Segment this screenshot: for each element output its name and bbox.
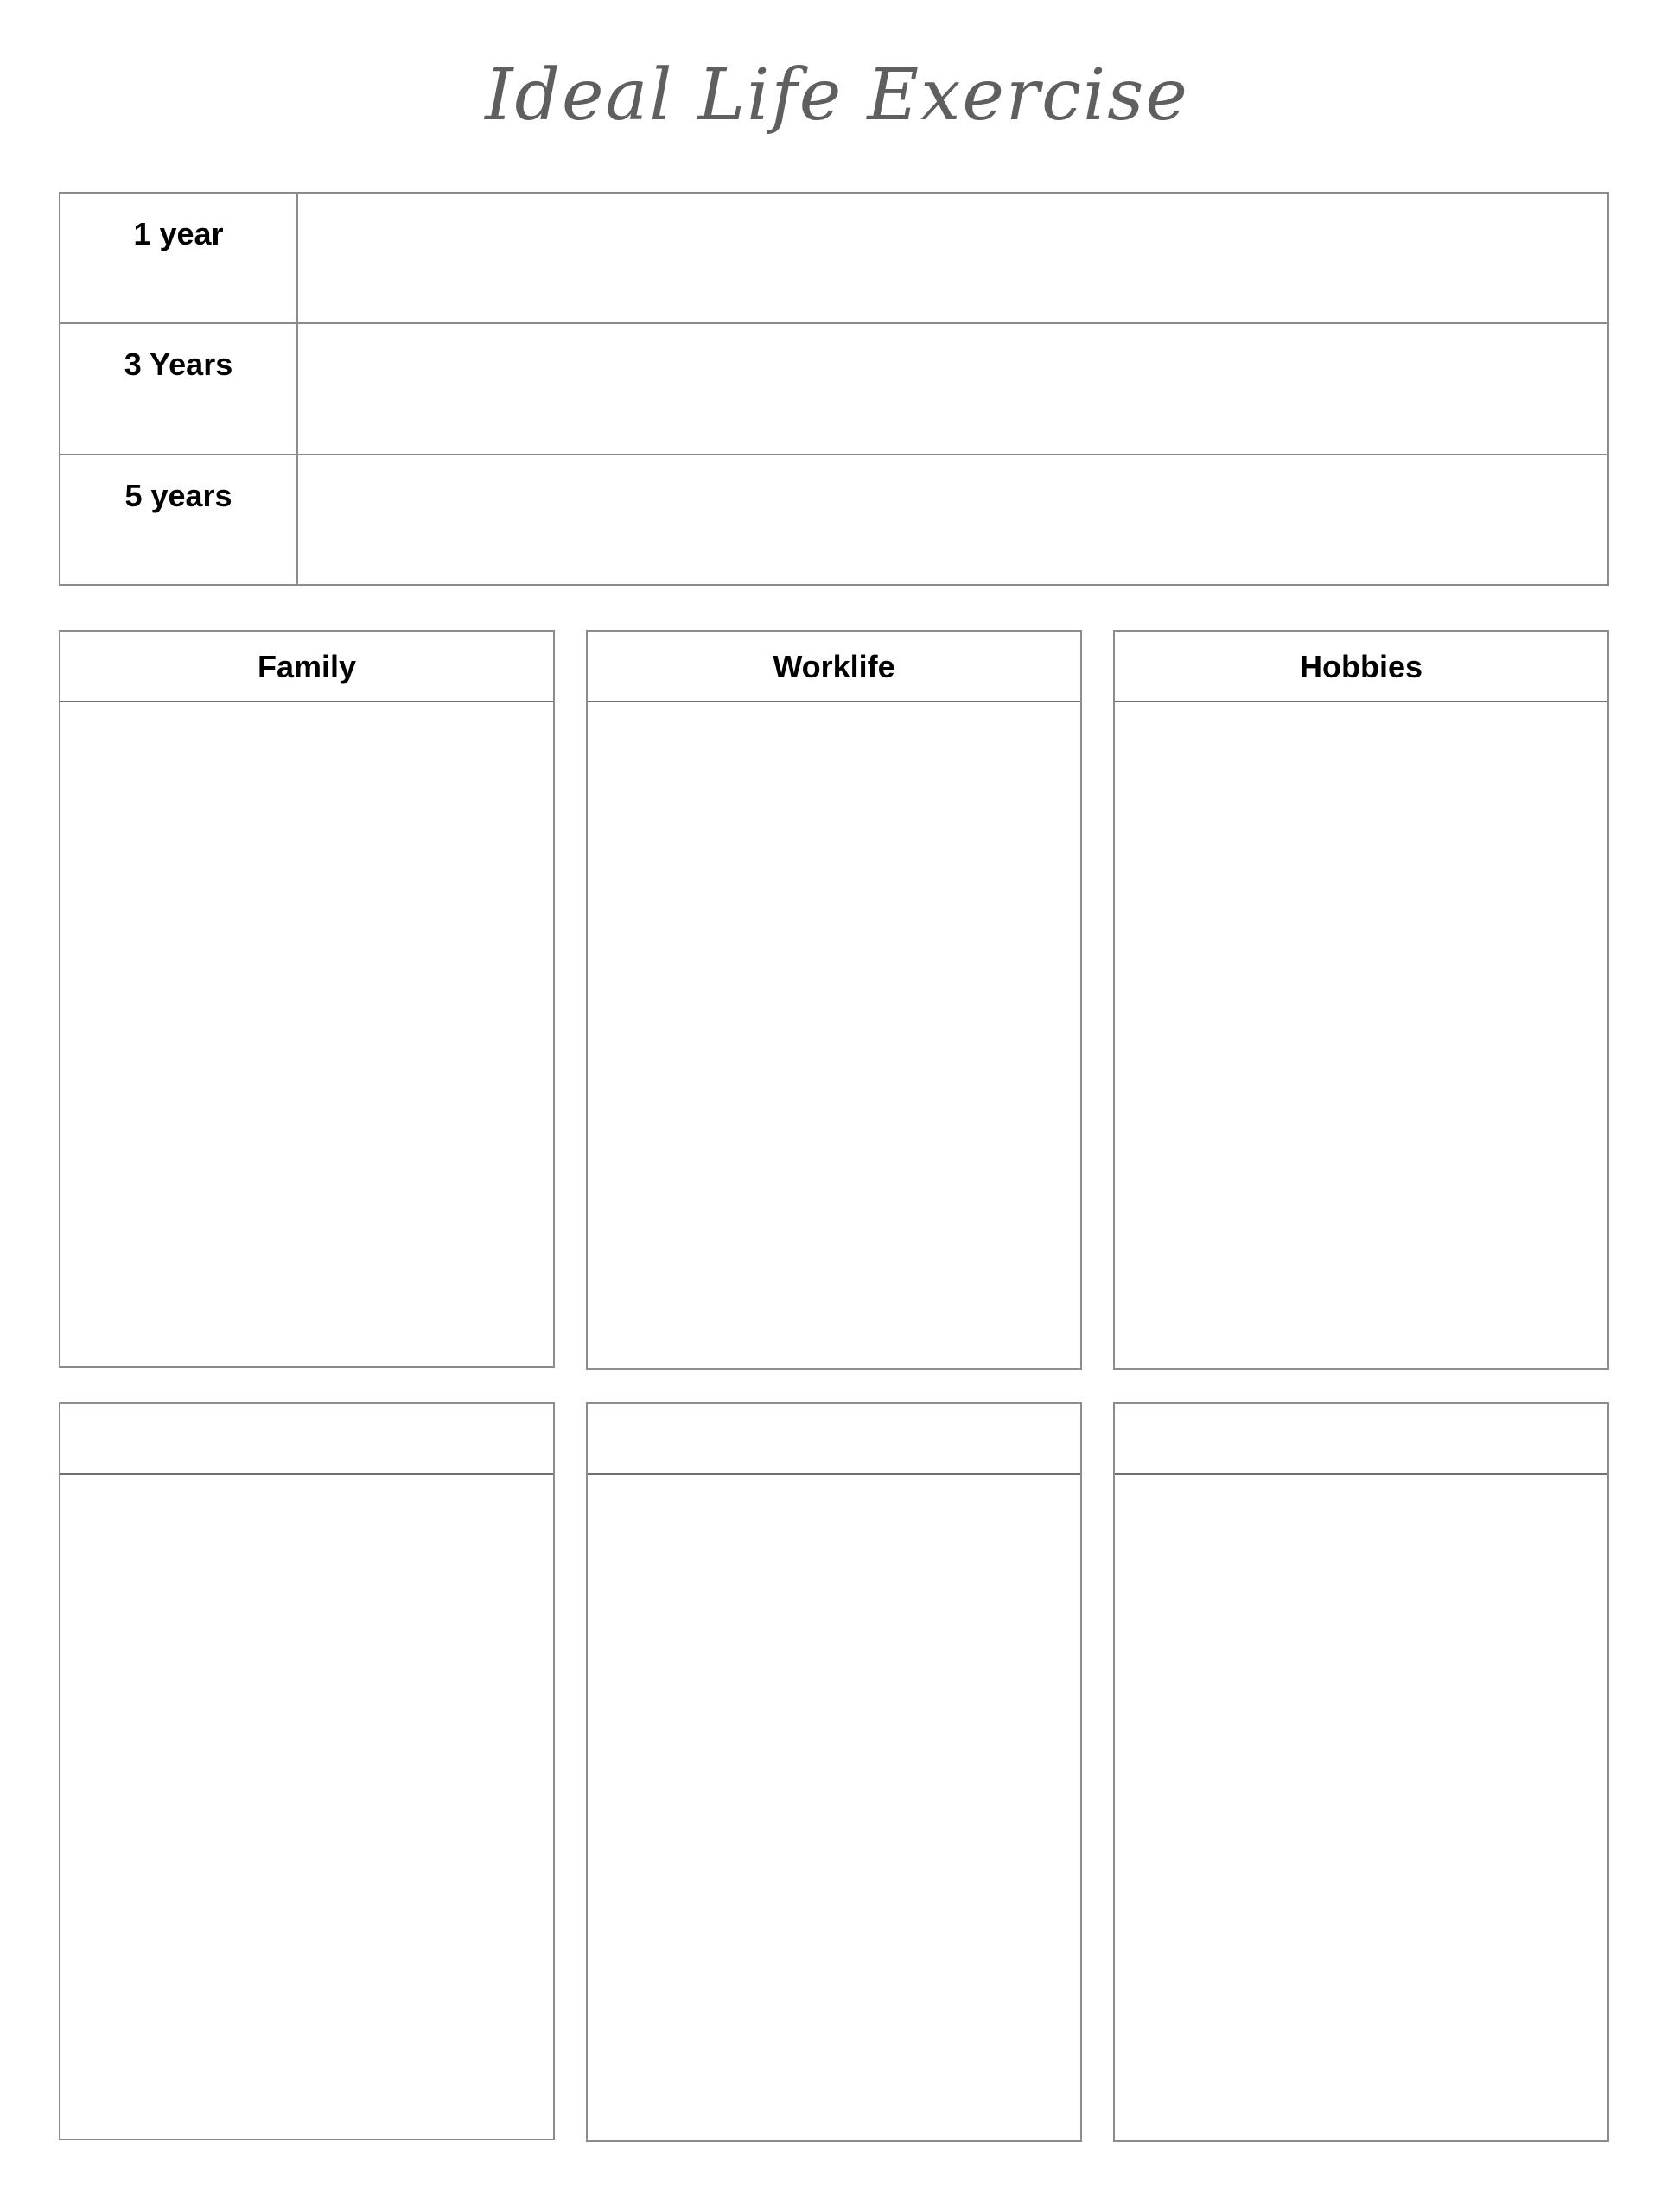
category-header[interactable] — [588, 1404, 1080, 1475]
timeline-entry-field[interactable] — [298, 324, 1607, 453]
category-header: Family — [60, 632, 553, 702]
timeline-label: 1 year — [60, 194, 298, 322]
category-box-hobbies — [1113, 630, 1609, 1370]
category-box-family — [59, 630, 555, 1368]
timeline-entry-field[interactable] — [298, 455, 1607, 586]
category-header[interactable] — [1115, 1404, 1607, 1475]
timeline-table — [59, 192, 1609, 586]
timeline-label: 5 years — [60, 455, 298, 586]
category-header: Hobbies — [1115, 632, 1607, 702]
category-notes-area[interactable] — [588, 1475, 1080, 2140]
timeline-label: 3 Years — [60, 324, 298, 453]
category-notes-area[interactable] — [60, 702, 553, 1366]
category-notes-area[interactable] — [588, 702, 1080, 1368]
category-box-worklife — [586, 630, 1082, 1370]
category-notes-area[interactable] — [60, 1475, 553, 2139]
category-notes-area[interactable] — [1115, 702, 1607, 1368]
timeline-row-1-year — [60, 194, 1607, 324]
category-box-blank-1 — [59, 1402, 555, 2140]
category-box-blank-3 — [1113, 1402, 1609, 2142]
timeline-row-5-years — [60, 455, 1607, 586]
category-notes-area[interactable] — [1115, 1475, 1607, 2140]
category-header: Worklife — [588, 632, 1080, 702]
page-title: Ideal Life Exercise — [485, 54, 1189, 137]
category-box-blank-2 — [586, 1402, 1082, 2142]
timeline-entry-field[interactable] — [298, 194, 1607, 322]
category-header[interactable] — [60, 1404, 553, 1475]
timeline-row-3-years — [60, 324, 1607, 454]
